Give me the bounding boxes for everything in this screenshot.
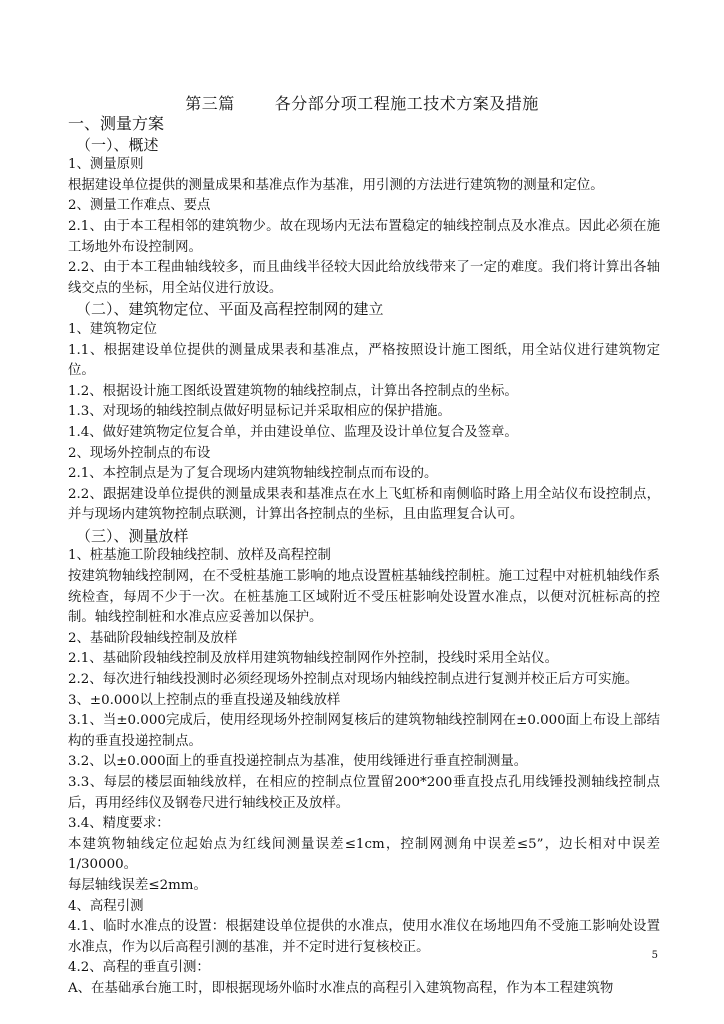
paragraph: 3、±0.000以上控制点的垂直投递及轴线放样 (68, 692, 341, 708)
paragraph: 3.3、每层的楼层面轴线放样，在相应的控制点位置留200*200垂直投点孔用线锤投测轴线控制点后，再用经纬仪及钢卷尺进行轴线校正及放样。 (68, 775, 660, 811)
section-heading: 一、测量方案 (68, 114, 165, 133)
paragraph: 2、现场外控制点的布设 (68, 445, 211, 461)
paragraph: 3.4、精度要求： (68, 816, 170, 832)
paragraph: 2.2、由于本工程曲轴线较多，而且曲线半径较大因此给放线带来了一定的难度。我们将计算出各轴线交点的坐标，用全站仪进行放设。 (68, 260, 660, 296)
paragraph: 本建筑物轴线定位起始点为红线间测量误差≤1cm，控制网测角中误差≤5”，边长相对中误差1/30000。 (68, 836, 660, 873)
paragraph: 2.1、基础阶段轴线控制及放样用建筑物轴线控制网作外控制，投线时采用全站仪。 (68, 651, 558, 667)
page-title (0, 94, 724, 114)
paragraph: 每层轴线误差≤2mm。 (68, 877, 207, 893)
paragraph: 2、测量工作难点、要点 (68, 198, 211, 214)
paragraph: 1.4、做好建筑物定位复合单，并由建设单位、监理及设计单位复合及签章。 (68, 424, 518, 440)
subsection-heading: （三）、测量放样 (76, 526, 189, 545)
document-body (68, 114, 660, 1000)
paragraph: 1.3、对现场的轴线控制点做好明显标记并采取相应的保护措施。 (68, 404, 451, 420)
paragraph: A、在基础承台施工时，即根据现场外临时水准点的高程引入建筑物高程，作为本工程建筑物 (68, 980, 614, 996)
title-name: 各分部分项工程施工技术方案及措施 (274, 94, 539, 113)
subsection-heading: （二）、建筑物定位、平面及高程控制网的建立 (76, 300, 384, 319)
paragraph: 1.2、根据设计施工图纸设置建筑物的轴线控制点，计算出各控制点的坐标。 (68, 383, 518, 399)
paragraph: 4、高程引测 (68, 898, 144, 914)
paragraph: 3.1、当±0.000完成后，使用经现场外控制网复核后的建筑物轴线控制网在±0.000面上布设上部结构的垂直投递控制点。 (68, 713, 660, 749)
paragraph: 4.2、高程的垂直引测： (68, 960, 210, 976)
paragraph: 按建筑物轴线控制网，在不受桩基施工影响的地点设置桩基轴线控制桩。施工过程中对桩机轴线作系统检查，每周不少于一次。在桩基施工区域附近不受压桩影响处设置水准点，以便对沉桩标高的控制。轴线控制桩和水准点应妥善加以保护。 (68, 569, 660, 626)
paragraph: 1、桩基施工阶段轴线控制、放样及高程控制 (68, 548, 331, 564)
paragraph: 2.2、每次进行轴线投测时必须经现场外控制点对现场内轴线控制点进行复测并校正后方可实施。 (68, 672, 639, 688)
title-part: 第三篇 (185, 94, 235, 113)
paragraph: 4.1、临时水准点的设置：根据建设单位提供的水准点，使用水准仪在场地四角不受施工影响处设置水准点，作为以后高程引测的基准，并不定时进行复核校正。 (68, 919, 660, 955)
paragraph: 根据建设单位提供的测量成果和基准点作为基准，用引测的方法进行建筑物的测量和定位。 (68, 177, 604, 193)
paragraph: 1、测量原则 (68, 157, 144, 173)
paragraph: 2、基础阶段轴线控制及放样 (68, 630, 238, 646)
paragraph: 3.2、以±0.000面上的垂直投递控制点为基准，使用线锤进行垂直控制测量。 (68, 754, 528, 770)
subsection-heading: （一）、概述 (76, 135, 159, 154)
paragraph: 2.2、跟据建设单位提供的测量成果表和基准点在水上飞虹桥和南侧临时路上用全站仪布设控制点，并与现场内建筑物控制点联测，计算出各控制点的坐标，且由监理复合认可。 (68, 486, 660, 523)
page-number: 5 (651, 950, 658, 961)
paragraph: 2.1、本控制点是为了复合现场内建筑物轴线控制点而布设的。 (68, 466, 438, 482)
paragraph: 1、建筑物定位 (68, 321, 157, 337)
paragraph: 1.1、根据建设单位提供的测量成果表和基准点，严格按照设计施工图纸，用全站仪进行建筑物定位。 (68, 342, 660, 379)
paragraph: 2.1、由于本工程相邻的建筑物少。故在现场内无法布置稳定的轴线控制点及水准点。因此必须在施工场地外布设控制网。 (68, 218, 660, 255)
